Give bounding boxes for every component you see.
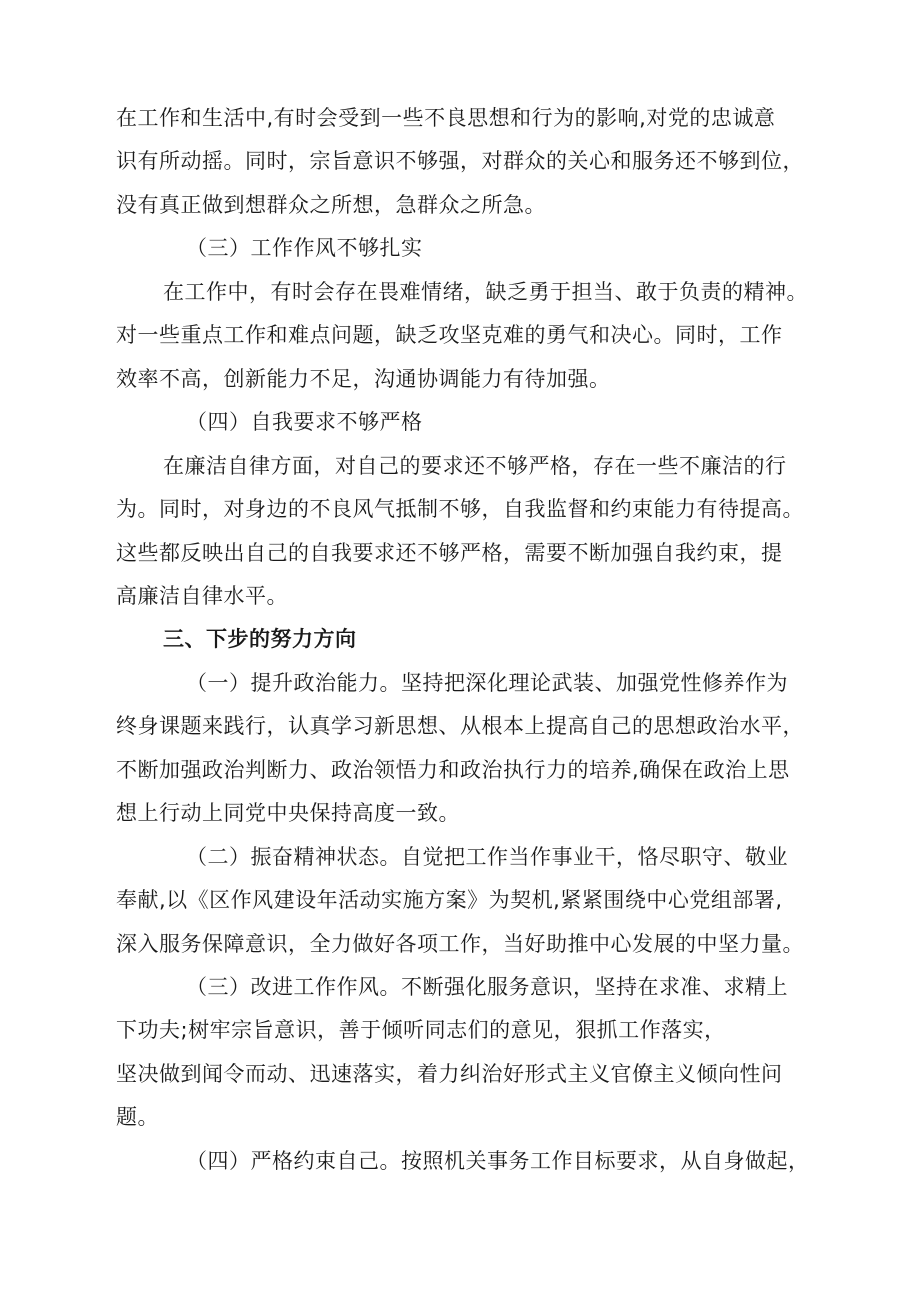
paragraph-line: 对一些重点工作和难点问题，缺乏攻坚克难的勇气和决心。同时，工作 (116, 323, 783, 347)
paragraph-line: 效率不高，创新能力不足，沟通协调能力有待加强。 (116, 367, 611, 391)
paragraph-line: （四）严格约束自己。按照机关事务工作目标要求，从自身做起， (186, 1149, 810, 1173)
paragraph-line: 在廉洁自律方面，对自己的要求还不够严格，存在一些不廉洁的行 (163, 454, 787, 478)
paragraph-line: 题。 (116, 1105, 159, 1129)
paragraph-line: 识有所动摇。同时，宗旨意识不够强，对群众的关心和服务还不够到位， (116, 149, 804, 173)
paragraph-line: 终身课题来践行，认真学习新思想、从根本上提高自己的思想政治水平， (116, 714, 804, 738)
paragraph-line: （三）改进工作作风。不断强化服务意识，坚持在求准、求精上 (186, 975, 788, 999)
paragraph-line: （一）提升政治能力。坚持把深化理论武装、加强党性修养作为 (186, 671, 788, 695)
paragraph-line: 奉献,以《区作风建设年活动实施方案》为契机,紧紧围绕中心党组部署, (116, 888, 783, 912)
paragraph-line: 下功夫;树牢宗旨意识，善于倾听同志们的意见，狠抓工作落实， (116, 1018, 726, 1042)
paragraph-line: 在工作中，有时会存在畏难情绪，缺乏勇于担当、敢于负责的精神。 (163, 280, 808, 304)
paragraph-line: 在工作和生活中,有时会受到一些不良思想和行为的影响,对党的忠诚意 (116, 106, 776, 130)
paragraph-line: 不断加强政治判断力、政治领悟力和政治执行力的培养,确保在政治上思 (116, 758, 790, 782)
paragraph-line: 坚决做到闻令而动、迅速落实，着力纠治好形式主义官僚主义倾向性问 (116, 1062, 783, 1086)
paragraph-line: 没有真正做到想群众之所想，急群众之所急。 (116, 193, 546, 217)
section-subheading: （三）工作作风不够扎实 (186, 236, 423, 260)
paragraph-line: 这些都反映出自己的自我要求还不够严格，需要不断加强自我约束，提 (116, 541, 783, 565)
paragraph-line: 为。同时，对身边的不良风气抵制不够，自我监督和约束能力有待提高。 (116, 497, 804, 521)
paragraph-line: （二）振奋精神状态。自觉把工作当作事业干，恪尽职守、敬业 (186, 845, 788, 869)
section-heading: 三、下步的努力方向 (163, 627, 357, 651)
paragraph-line: 高廉洁自律水平。 (116, 584, 288, 608)
paragraph-line: 想上行动上同党中央保持高度一致。 (116, 801, 460, 825)
paragraph-line: 深入服务保障意识，全力做好各项工作，当好助推中心发展的中坚力量。 (116, 932, 804, 956)
section-subheading: （四）自我要求不够严格 (186, 410, 423, 434)
